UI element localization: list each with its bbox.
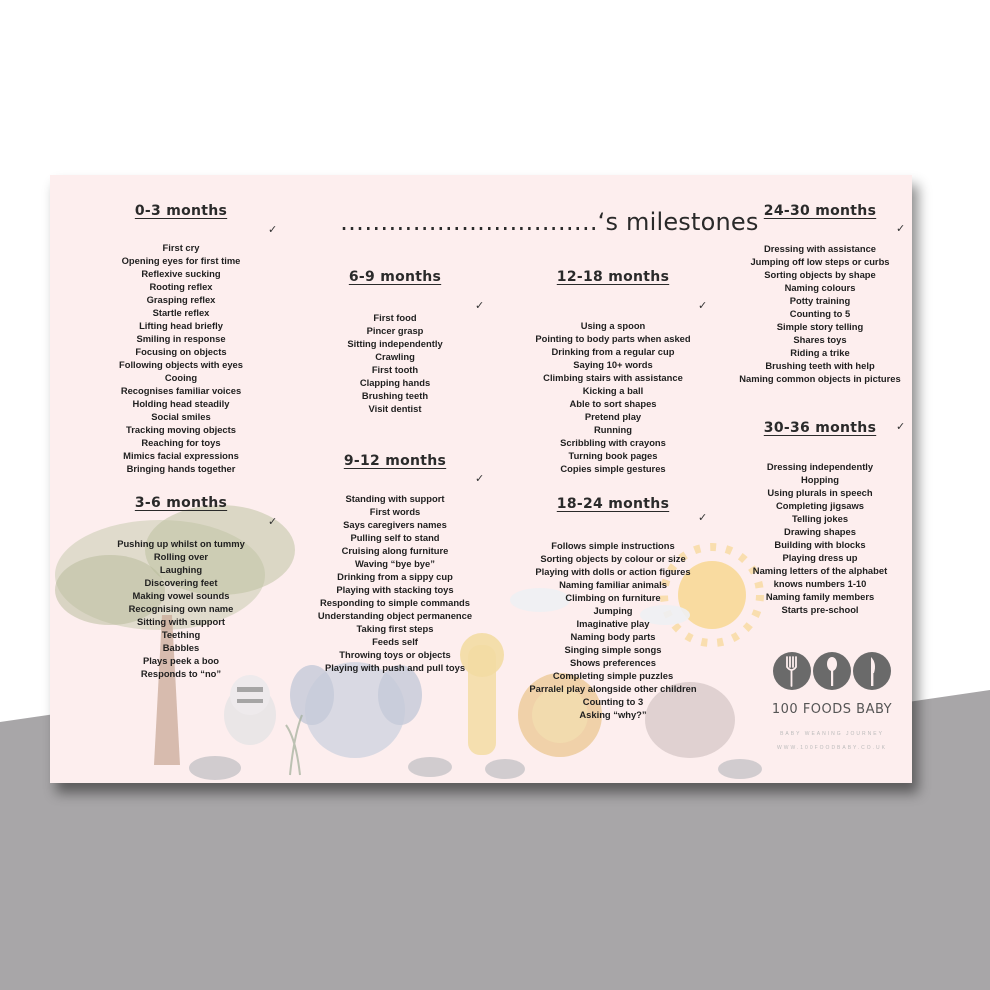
list-item: Playing with dolls or action figures: [535, 566, 691, 577]
section-title: 18-24 months: [556, 496, 670, 512]
section-0-3-months: [112, 202, 250, 475]
list-item: Pulling self to stand: [350, 532, 440, 543]
section-title: 3-6 months: [134, 495, 228, 511]
list-item: Imaginative play: [576, 618, 650, 629]
list-item: Making vowel sounds: [132, 590, 230, 601]
milestone-list: [82, 537, 280, 680]
list-item: Jumping off low steps or curbs: [750, 256, 890, 267]
list-item: Asking “why?”: [579, 709, 647, 720]
section-title: 24-30 months: [763, 203, 877, 219]
list-item: Drawing shapes: [784, 526, 856, 537]
list-item: Completing jigsaws: [775, 500, 865, 511]
list-item: Brushing teeth with help: [765, 360, 875, 371]
list-item: Holding head steadily: [132, 398, 230, 409]
list-item: Taking first steps: [356, 623, 434, 634]
list-item: Using a spoon: [580, 320, 646, 331]
list-item: Tracking moving objects: [126, 424, 236, 435]
list-item: Riding a trike: [790, 347, 850, 358]
fork-spoon-knife-logo-icon: [772, 649, 892, 693]
list-item: Follows simple instructions: [551, 540, 675, 551]
list-item: Sorting objects by shape: [764, 269, 876, 280]
list-item: Reaching for toys: [141, 437, 221, 448]
milestone-list: [293, 492, 497, 674]
list-item: Babbles: [162, 642, 200, 653]
list-item: Pretend play: [584, 411, 642, 422]
list-item: Naming letters of the alphabet: [752, 565, 888, 576]
section-9-12-months: [317, 452, 473, 674]
checkmark-icon: ✓: [896, 223, 906, 235]
list-item: Crawling: [375, 351, 415, 362]
list-item: Climbing stairs with assistance: [543, 372, 683, 383]
checkmark-icon: ✓: [268, 224, 278, 236]
section-18-24-months: [529, 495, 697, 721]
list-item: Sitting with support: [136, 616, 225, 627]
list-item: Using plurals in speech: [767, 487, 873, 498]
list-item: Pushing up whilst on tummy: [117, 538, 245, 549]
list-item: First cry: [162, 242, 200, 253]
brand-logo: [762, 649, 902, 751]
list-item: Recognises familiar voices: [120, 385, 242, 396]
list-item: Focusing on objects: [135, 346, 227, 357]
list-item: Rolling over: [153, 551, 209, 562]
list-item: Opening eyes for first time: [121, 255, 241, 266]
list-item: Mimics facial expressions: [123, 450, 239, 461]
checkmark-icon: ✓: [475, 300, 485, 312]
milestone-list: [82, 241, 280, 475]
section-title: 6-9 months: [348, 269, 442, 285]
section-title: 0-3 months: [134, 203, 228, 219]
list-item: Naming familiar animals: [559, 579, 667, 590]
list-item: First tooth: [371, 364, 419, 375]
list-item: Dressing independently: [766, 461, 874, 472]
section-6-9-months: [325, 268, 465, 415]
list-item: Saying 10+ words: [573, 359, 653, 370]
list-item: Kicking a ball: [582, 385, 644, 396]
list-item: Playing with push and pull toys: [324, 662, 466, 673]
list-item: Recognising own name: [128, 603, 234, 614]
list-item: Copies simple gestures: [560, 463, 666, 474]
list-item: Responding to simple commands: [319, 597, 471, 608]
list-item: Smiling in response: [136, 333, 226, 344]
list-item: Feeds self: [372, 636, 418, 647]
list-item: Brushing teeth: [361, 390, 429, 401]
list-item: Clapping hands: [359, 377, 431, 388]
list-item: Telling jokes: [791, 513, 849, 524]
list-item: First food: [373, 312, 417, 323]
list-item: Jumping: [593, 605, 633, 616]
checkmark-icon: ✓: [698, 512, 708, 524]
list-item: Teething: [161, 629, 201, 640]
list-item: Hopping: [800, 474, 839, 485]
list-item: Discovering feet: [144, 577, 218, 588]
list-item: Following objects with eyes: [119, 359, 243, 370]
section-30-36-months: [750, 419, 890, 616]
list-item: Naming body parts: [570, 631, 656, 642]
list-item: Standing with support: [345, 493, 445, 504]
list-item: Shares toys: [793, 334, 847, 345]
list-item: Cooing: [164, 372, 198, 383]
list-item: Naming colours: [784, 282, 856, 293]
list-item: Dressing with assistance: [763, 243, 877, 254]
list-item: Climbing on furniture: [565, 592, 661, 603]
list-item: Counting to 5: [789, 308, 851, 319]
milestone-list: [500, 539, 726, 721]
section-12-18-months: [535, 268, 691, 475]
list-item: Turning book pages: [568, 450, 658, 461]
list-item: Pincer grasp: [366, 325, 424, 336]
checkmark-icon: ✓: [698, 300, 708, 312]
list-item: Throwing toys or objects: [339, 649, 451, 660]
milestone-list: [500, 319, 726, 475]
list-item: Playing with stacking toys: [336, 584, 454, 595]
section-title: 9-12 months: [343, 453, 447, 469]
brand-tagline: BABY WEANING JOURNEY: [780, 731, 884, 737]
checkmark-icon: ✓: [475, 473, 485, 485]
list-item: Pointing to body parts when asked: [535, 333, 691, 344]
list-item: Social smiles: [151, 411, 211, 422]
list-item: Grasping reflex: [146, 294, 216, 305]
list-item: Naming family members: [765, 591, 875, 602]
list-item: Laughing: [159, 564, 203, 575]
list-item: Plays peek a boo: [142, 655, 220, 666]
list-item: Understanding object permanence: [317, 610, 473, 621]
section-3-6-months: [112, 494, 250, 680]
list-item: Simple story telling: [776, 321, 864, 332]
list-item: knows numbers 1-10: [773, 578, 867, 589]
list-item: Visit dentist: [368, 403, 422, 414]
milestone-list: [710, 242, 912, 385]
list-item: Lifting head briefly: [139, 320, 223, 331]
list-item: Counting to 3: [582, 696, 644, 707]
list-item: Able to sort shapes: [569, 398, 657, 409]
list-item: Cruising along furniture: [341, 545, 449, 556]
list-item: Sitting independently: [347, 338, 443, 349]
milestone-list: [710, 460, 912, 616]
list-item: Scribbling with crayons: [560, 437, 666, 448]
list-item: Sorting objects by colour or size: [540, 553, 686, 564]
list-item: Completing simple puzzles: [552, 670, 674, 681]
list-item: Startle reflex: [152, 307, 210, 318]
list-item: Running: [593, 424, 632, 435]
brand-url: WWW.100FOODBABY.CO.UK: [777, 745, 887, 751]
list-item: Responds to “no”: [140, 668, 222, 679]
list-item: Naming common objects in pictures: [739, 373, 901, 384]
list-item: Bringing hands together: [126, 463, 236, 474]
list-item: Parralel play alongside other children: [529, 683, 697, 694]
list-item: Drinking from a sippy cup: [337, 571, 453, 582]
page-title: …………………………..‘s milestones: [340, 208, 759, 236]
brand-name: 100 FOODS BABY: [771, 702, 893, 717]
list-item: Potty training: [789, 295, 851, 306]
section-title: 12-18 months: [556, 269, 670, 285]
list-item: First words: [369, 506, 421, 517]
section-24-30-months: [739, 202, 901, 385]
list-item: Building with blocks: [774, 539, 866, 550]
milestones-poster: [50, 175, 912, 783]
list-item: Waving “bye bye”: [355, 558, 435, 569]
list-item: Starts pre-school: [781, 604, 859, 615]
checkmark-icon: ✓: [896, 421, 906, 433]
list-item: Says caregivers names: [343, 519, 447, 530]
list-item: Playing dress up: [782, 552, 858, 563]
section-title: 30-36 months: [763, 420, 877, 436]
checkmark-icon: ✓: [268, 516, 278, 528]
list-item: Reflexive sucking: [141, 268, 221, 279]
milestone-list: [295, 311, 495, 415]
list-item: Rooting reflex: [149, 281, 213, 292]
list-item: Drinking from a regular cup: [551, 346, 675, 357]
list-item: Shows preferences: [570, 657, 656, 668]
list-item: Singing simple songs: [564, 644, 662, 655]
